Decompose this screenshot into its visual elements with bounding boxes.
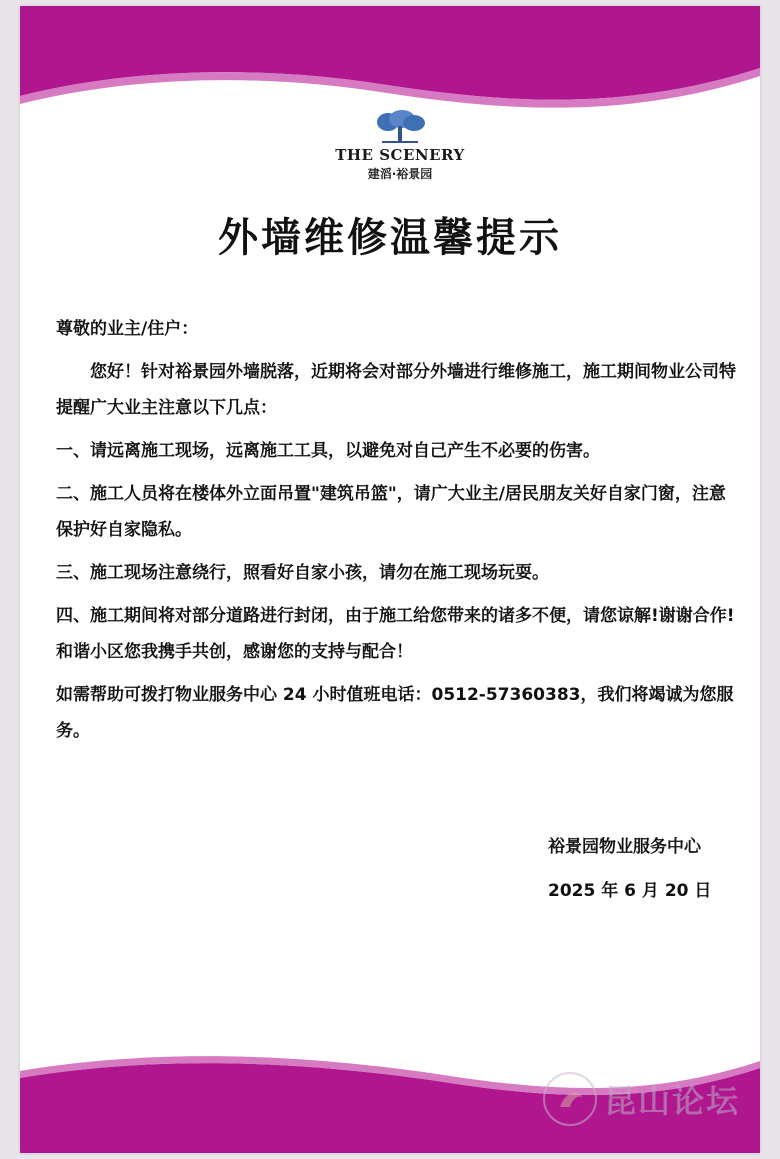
signature-date: 2025 年 6 月 20 日 bbox=[548, 881, 712, 901]
contact-paragraph: 如需帮助可拨打物业服务中心 24 小时值班电话：0512-57360383，我们将竭诚为您服务。 bbox=[56, 685, 734, 741]
salutation: 尊敬的业主/住户： bbox=[56, 319, 199, 339]
notice-item: 三、施工现场注意绕行，照看好自家小孩，请勿在施工现场玩耍。 bbox=[56, 563, 549, 583]
watermark bbox=[542, 1071, 740, 1127]
notice-sheet bbox=[20, 6, 760, 1153]
watermark-text: 昆山论坛 bbox=[603, 1082, 740, 1120]
logo-chinese: 建滔·裕景园 bbox=[367, 167, 433, 181]
notice-item: 一、请远离施工现场，远离施工工具，以避免对自己产生不必要的伤害。 bbox=[56, 441, 600, 461]
page-title: 外墙维修温馨提示 bbox=[218, 215, 562, 261]
logo-english: THE SCENERY bbox=[335, 146, 465, 164]
notice-item: 二、施工人员将在楼体外立面吊置"建筑吊篮"，请广大业主/居民朋友关好自家门窗，注意保护好自家隐私。 bbox=[56, 484, 726, 540]
forum-logo-icon bbox=[542, 1071, 598, 1127]
tree-logo-icon bbox=[372, 110, 428, 144]
top-decorative-border bbox=[20, 6, 760, 126]
notice-item: 四、施工期间将对部分道路进行封闭，由于施工给您带来的诸多不便，请您谅解!谢谢合作!和谐小区您我携手共创，感谢您的支持与配合！ bbox=[56, 606, 735, 662]
logo bbox=[325, 110, 475, 182]
notice-body bbox=[56, 311, 736, 756]
intro-paragraph: 您好！针对裕景园外墙脱落，近期将会对部分外墙进行维修施工，施工期间物业公司特提醒广大业主注意以下几点： bbox=[56, 362, 736, 418]
signature-org: 裕景园物业服务中心 bbox=[548, 837, 701, 857]
